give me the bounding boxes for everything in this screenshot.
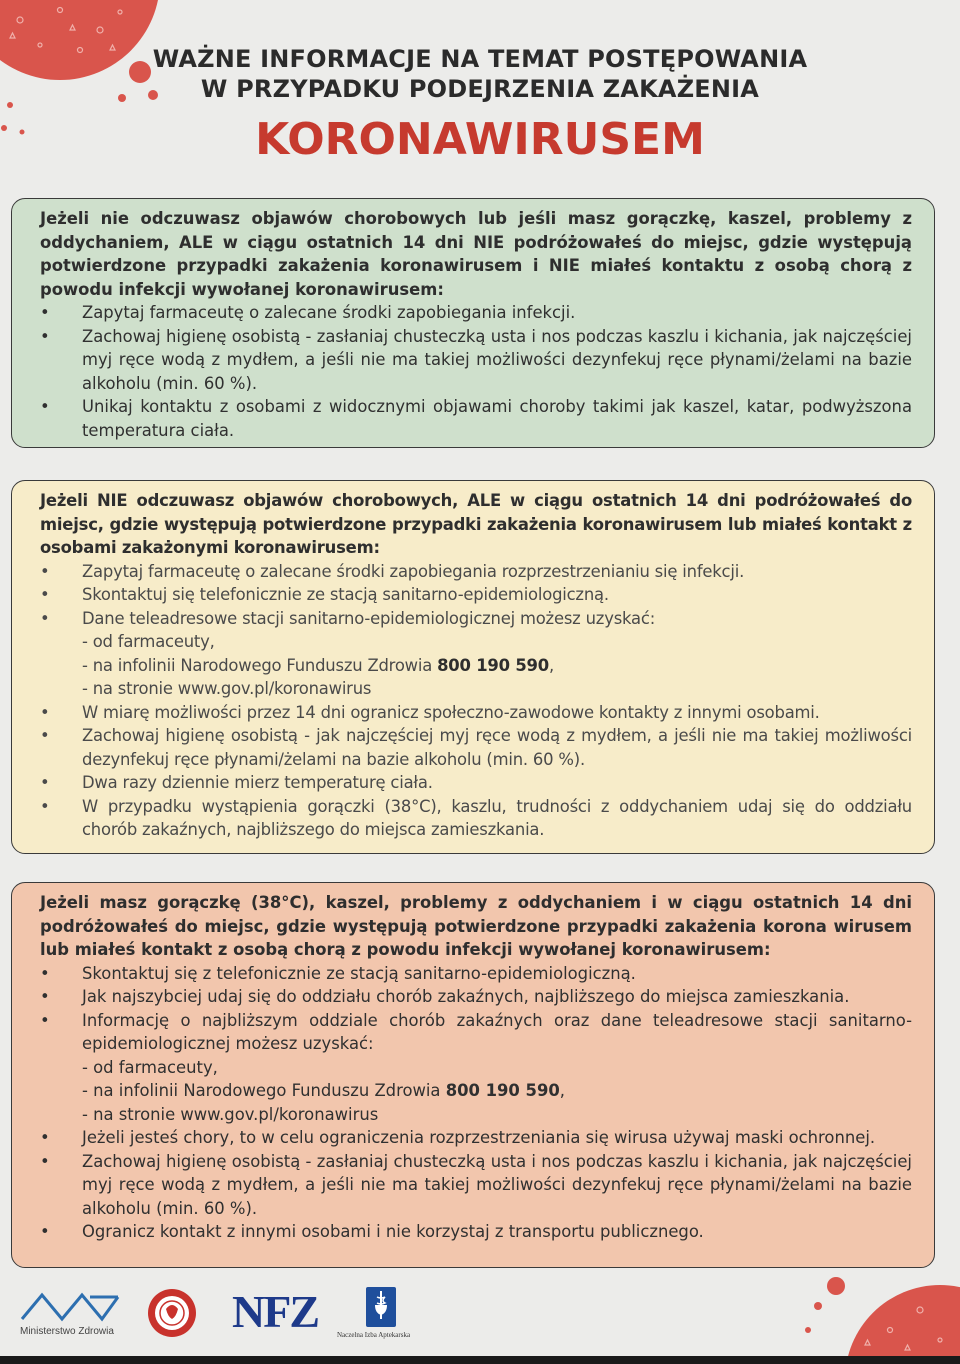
title-line-2: W PRZYPADKU PODEJRZENIA ZAKAŻENIA xyxy=(200,75,760,103)
ministerstwo-zdrowia-logo xyxy=(20,1289,120,1323)
bullet-list xyxy=(40,560,912,842)
list-item-text: Dane teleadresowe stacji sanitarno-epidemiologicznej możesz uzyskać: xyxy=(82,608,656,628)
list-item: • Jeżeli jesteś chory, to w celu ograniczenia rozprzestrzeniania się wirusa używaj maski ochronnej. xyxy=(40,1126,912,1150)
bullet-list xyxy=(40,301,912,442)
list-item xyxy=(40,1009,912,1127)
list-item: • Unikaj kontaktu z osobami z widocznymi objawami choroby takimi jak kaszel, katar, podwyższona temperatura ciała. xyxy=(40,395,912,442)
phone-number: 800 190 590 xyxy=(437,655,549,675)
list-item: • W przypadku wystąpienia gorączki (38°C), kaszlu, trudności z oddychaniem udaj się do oddziału chorób zakaźnych, najbliższego do miejsca zamieszkania. xyxy=(40,795,912,842)
bottom-bar xyxy=(0,1356,960,1364)
sub-item: - na stronie www.gov.pl/koronawirus xyxy=(82,679,372,698)
nia-label: Naczelna Izba Aptekarska xyxy=(337,1331,411,1339)
sub-item xyxy=(82,1079,912,1103)
sanepid-seal-icon xyxy=(146,1287,198,1339)
page-title xyxy=(0,44,960,166)
list-item: • Skontaktuj się telefonicznie ze stacją sanitarno-epidemiologiczną. xyxy=(40,583,912,607)
sub-item: - od farmaceuty, xyxy=(82,1057,218,1077)
ministerstwo-label: Ministerstwo Zdrowia xyxy=(20,1326,114,1337)
list-item: • Zapytaj farmaceutę o zalecane środki zapobiegania rozprzestrzenianiu się infekcji. xyxy=(40,560,912,584)
list-item xyxy=(40,607,912,701)
box-heading: Jeżeli nie odczuwasz objawów chorobowych lub jeśli masz gorączkę, kaszel, problemy z oddychaniem, ALE w ciągu ostatnich 14 dni NIE podróżowałeś do miejsc, gdzie występują potwierdzone przypadki zakażenia koronawirusem i NIE miałeś kontaktu z osobą chorą z powodu infekcji wywołanej koronawirusem: xyxy=(40,209,912,299)
phone-number: 800 190 590 xyxy=(445,1081,560,1100)
list-item: • Zapytaj farmaceutę o zalecane środki zapobiegania infekcji. xyxy=(40,301,912,325)
list-item: • Ogranicz kontakt z innymi osobami i nie korzystaj z transportu publicznego. xyxy=(40,1220,912,1244)
box-heading: Jeżeli NIE odczuwasz objawów chorobowych, ALE w ciągu ostatnich 14 dni podróżowałeś do miejsc, gdzie występują potwierdzone przypadki zakażenia koronawirusem lub miałeś kontakt z osobami zakażonymi koronawirusem: xyxy=(40,491,912,557)
list-item: • Jak najszybciej udaj się do oddziału chorób zakaźnych, najbliższego do miejsca zamieszkania. xyxy=(40,985,912,1009)
box-heading: Jeżeli masz gorączkę (38°C), kaszel, problemy z oddychaniem i w ciągu ostatnich 14 dni podróżowałeś do miejsc, gdzie występują potwierdzone przypadki zakażenia korona wirusem lub miałeś kontakt z osobą chorą z powodu infekcji wywołanej koronawirusem: xyxy=(40,893,912,959)
sub-item-text: - na infolinii Narodowego Funduszu Zdrowia xyxy=(82,655,438,675)
sub-item-punct: , xyxy=(559,1081,565,1100)
footer-logos xyxy=(0,1283,960,1353)
list-item: • Zachowaj higienę osobistą - jak najczęściej myj ręce wodą z mydłem, a jeśli nie ma takiej możliwości dezynfekuj ręce płynami/żelami na bazie alkoholu (min. 60 %). xyxy=(40,724,912,771)
info-box-travel-no-symptoms xyxy=(11,480,935,854)
info-box-no-travel xyxy=(11,198,935,448)
sub-item-punct: , xyxy=(548,655,554,675)
list-item: • Zachowaj higienę osobistą - zasłaniaj chusteczką usta i nos podczas kaszlu i kichania, jak najczęściej myj ręce wodą z mydłem, a jeśli nie ma takiej możliwości dezynfekuj ręce płynami/żelami na bazie alkoholu (min. 60 %). xyxy=(40,1150,912,1221)
list-item-text: Informację o najbliższym oddziale chorób zakaźnych oraz dane teleadresowe stacji sanitarno-epidemiologicznej możesz uzyskać: xyxy=(82,1010,912,1053)
list-item: • W miarę możliwości przez 14 dni ogranicz społeczno-zawodowe kontakty z innymi osobami. xyxy=(40,701,912,725)
sub-item xyxy=(82,654,912,678)
title-line-1: WAŻNE INFORMACJE NA TEMAT POSTĘPOWANIA xyxy=(152,45,808,73)
sub-item: - od farmaceuty, xyxy=(82,632,215,651)
pharmacy-bowl-icon xyxy=(364,1285,398,1329)
bullet-list xyxy=(40,962,912,1244)
list-item: • Zachowaj higienę osobistą - zasłaniaj chusteczką usta i nos podczas kaszlu i kichania, jak najczęściej myj ręce wodą z mydłem, a jeśli nie ma takiej możliwości dezynfekuj ręce płynami/żelami na bazie alkoholu (min. 60 %). xyxy=(40,325,912,396)
info-box-symptoms-and-travel xyxy=(11,882,935,1268)
list-item: • Dwa razy dziennie mierz temperaturę ciała. xyxy=(40,771,912,795)
nfz-logo: NFZ xyxy=(232,1286,318,1337)
sub-item-text: - na infolinii Narodowego Funduszu Zdrowia xyxy=(82,1081,446,1100)
list-item: • Skontaktuj się z telefonicznie ze stacją sanitarno-epidemiologiczną. xyxy=(40,962,912,986)
sub-item: - na stronie www.gov.pl/koronawirus xyxy=(82,1104,379,1124)
title-line-3: KORONAWIRUSEM xyxy=(255,114,705,165)
